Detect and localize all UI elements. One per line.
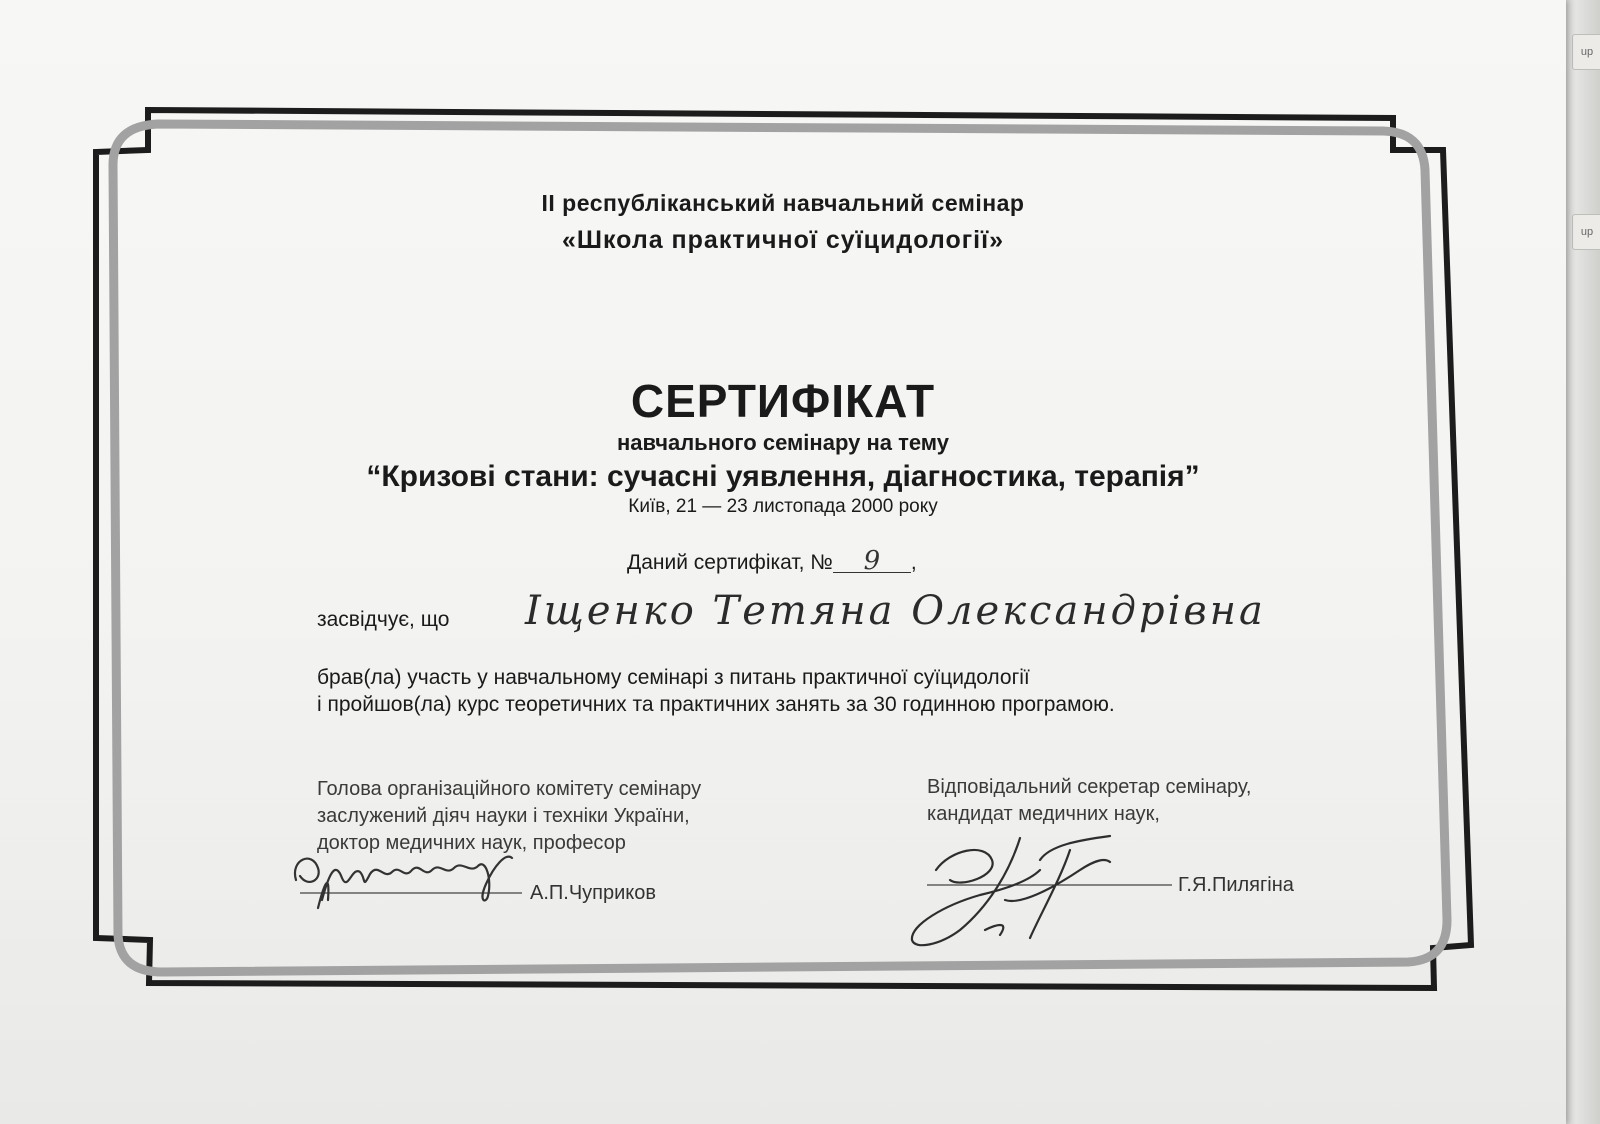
recipient-name: Іщенко Тетяна Олександрівна (525, 588, 1266, 634)
right-signatory-position: Відповідальний секретар семінару, (927, 776, 1252, 798)
certificate-number-line (627, 546, 917, 576)
background-strip (1560, 0, 1600, 1124)
certificate-title: СЕРТИФІКАТ (630, 375, 936, 427)
left-signatory-position: Голова організаційного комітету семінару (317, 778, 702, 800)
background-tab-2: up (1572, 214, 1600, 250)
certificate-subtitle: навчального семінару на тему (616, 430, 950, 455)
seminar-topic: “Кризові стани: сучасні уявлення, діагностика, терапія” (366, 460, 1200, 493)
left-signatory-name: А.П.Чуприков (530, 882, 657, 904)
certifies-label: засвідчує, що (317, 608, 450, 631)
right-signatory-degree: кандидат медичних наук, (927, 803, 1160, 825)
certificate-number-suffix: , (910, 551, 917, 574)
signature-left (295, 857, 512, 908)
place-date: Київ, 21 — 23 листопада 2000 року (628, 496, 938, 517)
seminar-title: «Школа практичної суїцидології» (561, 226, 1005, 254)
certificate-number-value: 9 (833, 550, 911, 573)
background-tab: up (1572, 34, 1600, 70)
body-text-line-1: брав(ла) участь у навчальному семінарі з питань практичної суїцидології (317, 666, 1030, 689)
certificate-number-label: Даний сертифікат, № (627, 551, 833, 574)
body-text-line-2: і пройшов(ла) курс теоретичних та практичних занять за 30 годинною програмою. (317, 693, 1115, 716)
right-signatory-name: Г.Я.Пилягіна (1178, 874, 1294, 896)
signature-right (912, 836, 1110, 945)
seminar-name: II республіканський навчальний семінар (541, 190, 1025, 216)
left-signatory-title: заслужений діяч науки і техніки України, (317, 805, 690, 827)
left-signatory-degree: доктор медичних наук, професор (317, 832, 626, 854)
